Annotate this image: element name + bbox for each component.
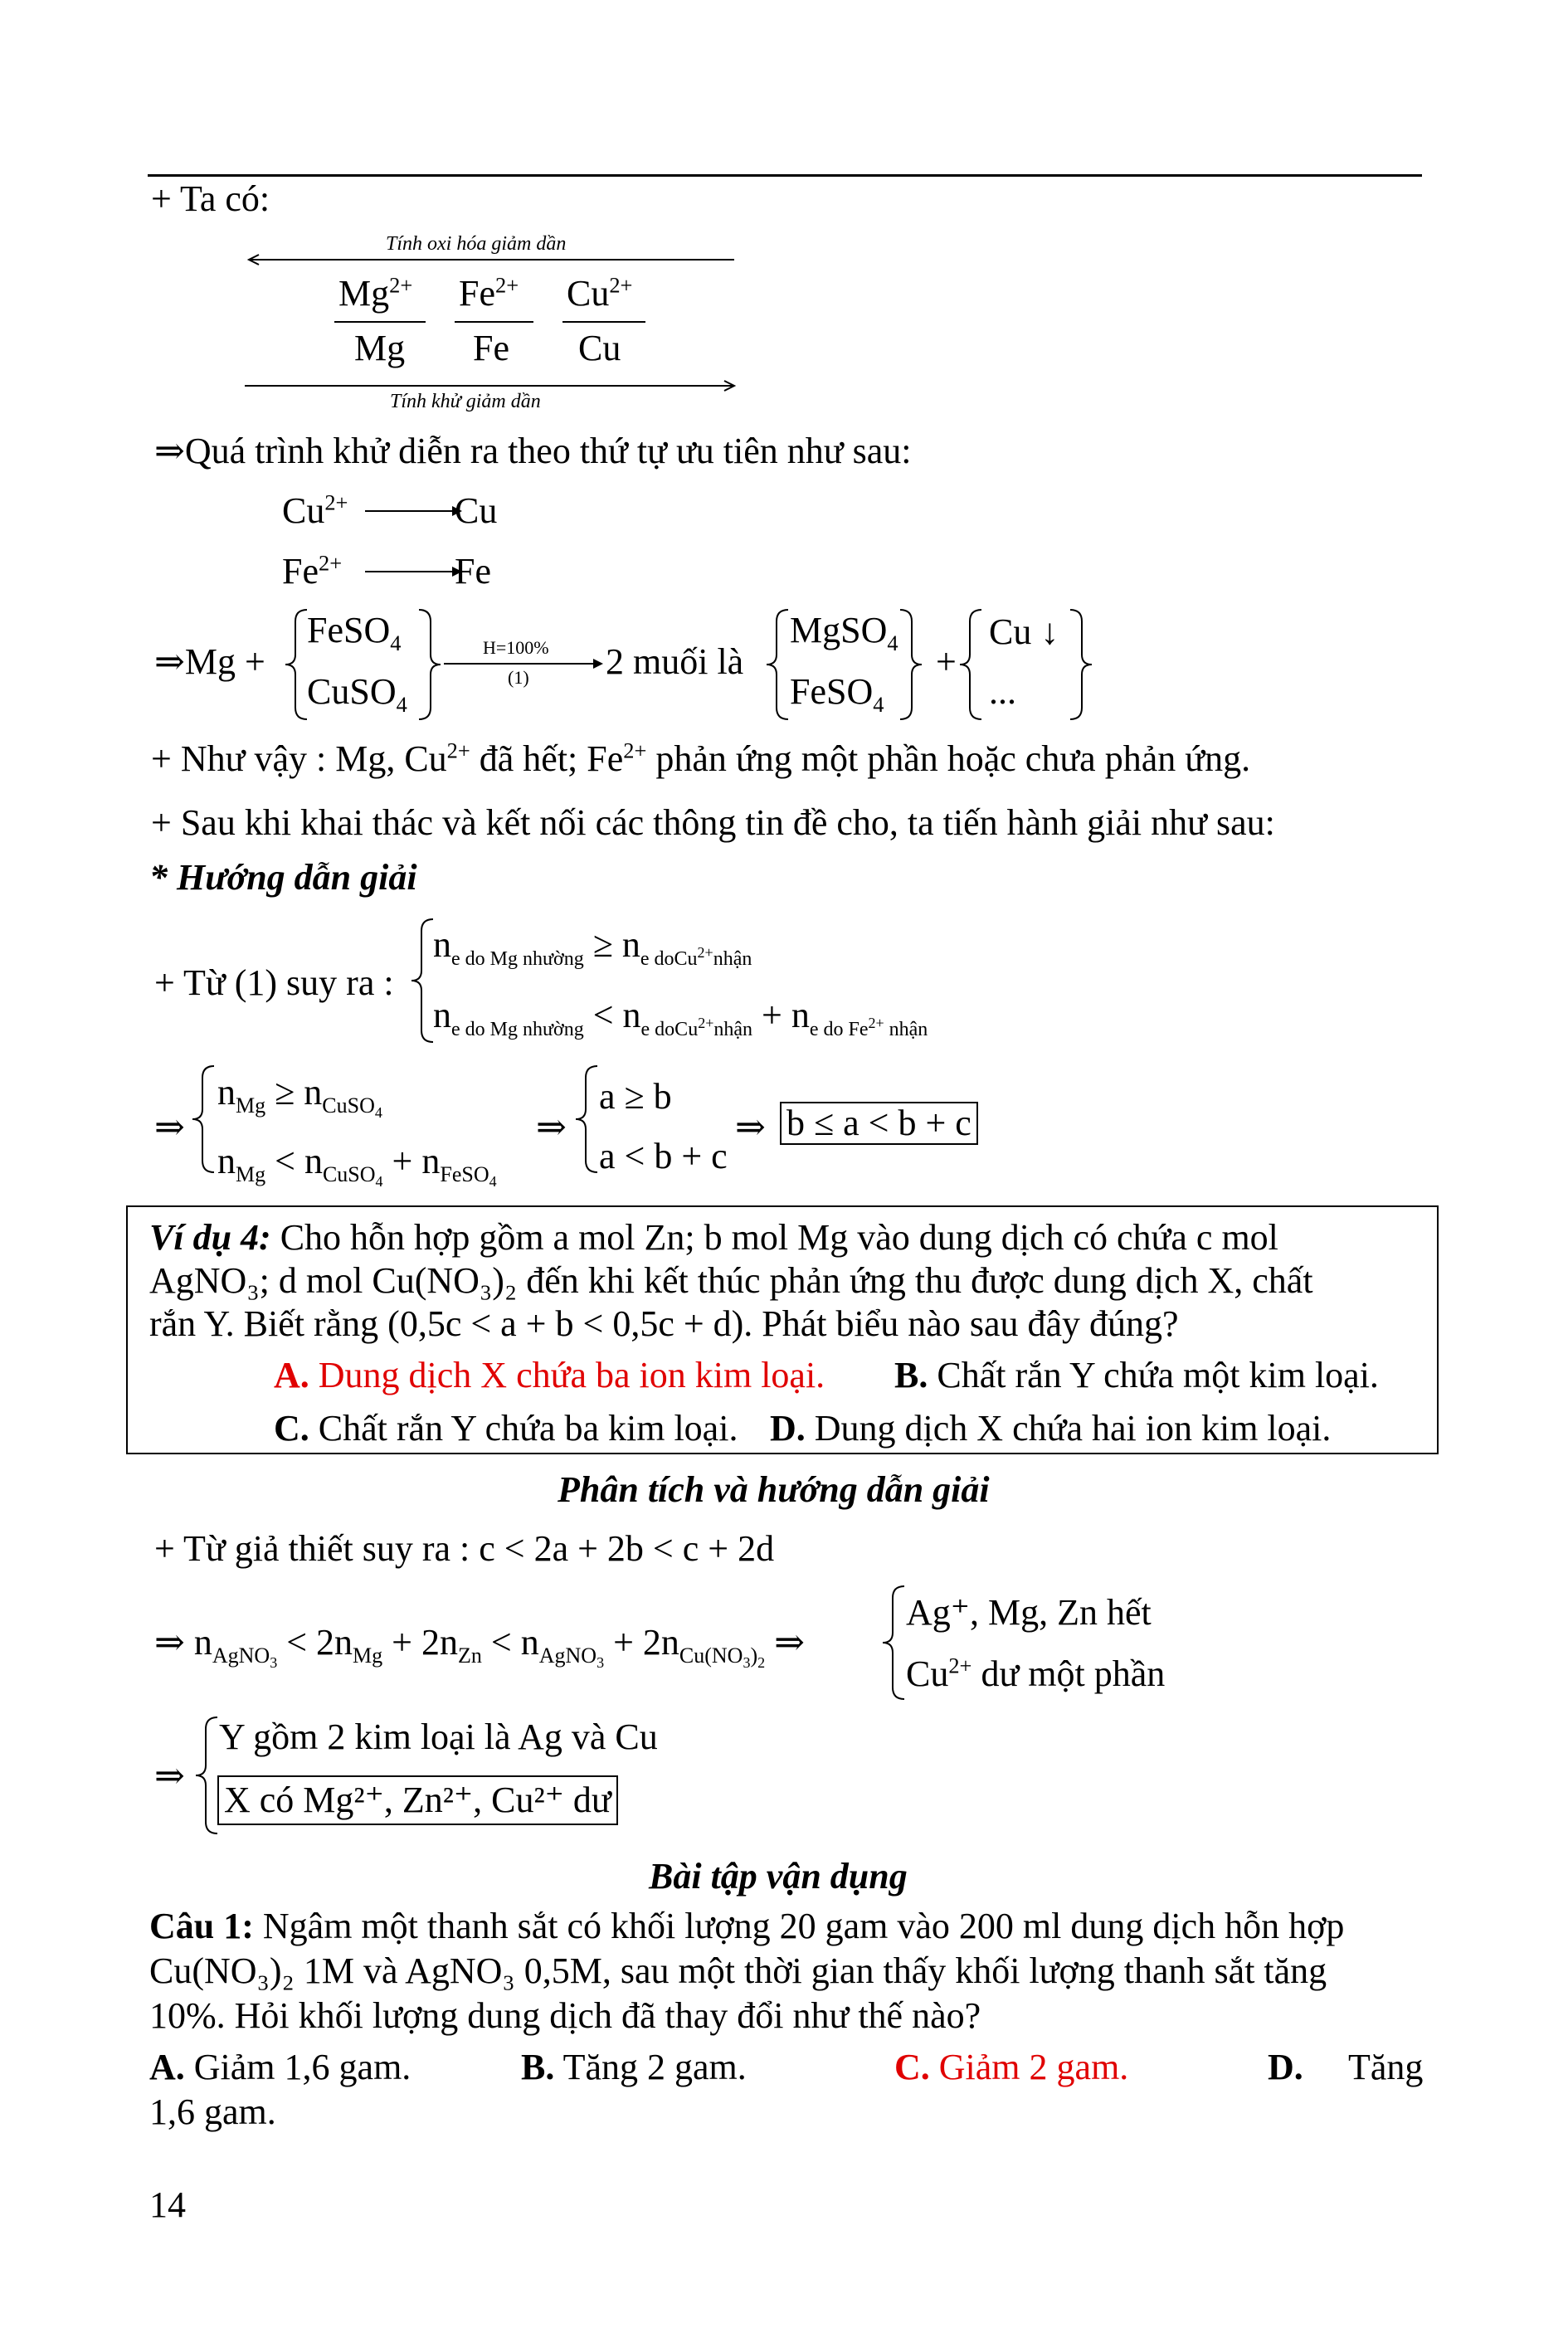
implies-1: ⇒ (154, 1107, 185, 1147)
analysis-mol-relation: ⇒ $n_{AgNO_3} < 2n_{Mg} + 2n_{Zn} < n_{AgNO_3} + 2n_{Cu(NO_3)_2}$ ⇒ (154, 1622, 805, 1671)
top-arrow-label: Tính oxi hóa giảm dần (386, 233, 567, 255)
question-1-line-3: 10%. Hỏi khối lượng dung dịch đã thay đổi như thế nào? (149, 1995, 981, 2036)
plus-sign: + (936, 641, 957, 682)
metal-mg: Mg (354, 328, 406, 368)
answer-c: C. Giảm 2 gam. (894, 2047, 1129, 2087)
analysis-title: Phân tích và hướng dẫn giải (558, 1469, 990, 1510)
implies-4: ⇒ (154, 1755, 185, 1796)
reduction-step-1-product: Cu (455, 490, 498, 531)
question-1-line-1: Câu 1: Ngâm một thanh sắt có khối lượng 20 gam vào 200 ml dung dịch hỗn hợp (149, 1906, 1345, 1946)
implies-3: ⇒ (735, 1107, 766, 1147)
reduction-intro: ⇒Quá trình khử diễn ra theo thứ tự ưu tiên như sau: (154, 431, 912, 471)
ion-cu: $Cu^{2+}$ (567, 272, 633, 314)
example-4-line-2: AgNO₃; d mol Cu(NO₃)₂ đến khi kết thúc phản ứng thu được dung dịch X, chất (149, 1260, 1313, 1301)
analysis-r1: Ag⁺, Mg, Zn hết (906, 1592, 1152, 1633)
result-box: b ≤ a < b + c (780, 1102, 978, 1145)
solid-more: ... (989, 671, 1016, 712)
solid-cu: Cu ↓ (989, 611, 1059, 652)
reaction-mg: ⇒Mg + (154, 641, 265, 682)
example-4-option-d: D. Dung dịch X chứa hai ion kim loại. (770, 1408, 1332, 1449)
mol-inequality-2: $n_{Mg} < n_{CuSO_4} + n_{FeSO_4}$ (217, 1141, 497, 1190)
analysis-r2: $Cu^{2+}$ dư một phần (906, 1653, 1166, 1694)
implies-2: ⇒ (536, 1107, 567, 1147)
example-4-option-b: B. Chất rắn Y chứa một kim loại. (894, 1355, 1379, 1395)
arrow-condition-bottom: (1) (508, 667, 529, 688)
analysis-line-1: + Từ giả thiết suy ra : c < 2a + 2b < c + 2d (154, 1528, 775, 1569)
bottom-arrow-label: Tính khử giảm dần (390, 391, 541, 412)
metal-fe: Fe (473, 328, 509, 368)
ion-mg: $Mg^{2+}$ (338, 272, 413, 314)
arrow-condition-top: H=100% (483, 637, 549, 658)
summary-line-2: + Sau khi khai thác và kết nối các thông tin đề cho, ta tiến hành giải như sau: (151, 802, 1275, 843)
example-4-option-a: A. Dung dịch X chứa ba ion kim loại. (274, 1355, 825, 1395)
analysis-x-box: X có Mg²⁺, Zn²⁺, Cu²⁺ dư (217, 1775, 618, 1825)
answer-a: A. Giảm 1,6 gam. (149, 2047, 411, 2087)
ne-inequality-1: $n_{e do Mg nhường} \ge n_{e doCu^{2+}nhận}$ (433, 924, 752, 970)
product-text: 2 muối là (606, 641, 744, 682)
answer-d-continued: 1,6 gam. (149, 2091, 276, 2132)
example-4-option-c: C. Chất rắn Y chứa ba kim loại. (274, 1408, 738, 1449)
reduction-step-1: $Cu^{2+}$ (282, 489, 348, 531)
ab-inequality-2: a < b + c (599, 1136, 728, 1176)
reactant-cuso4: CuSO$_4$ (307, 671, 407, 717)
ab-inequality-1: a ≥ b (599, 1076, 672, 1117)
reduction-step-2: $Fe^{2+}$ (282, 550, 343, 592)
ta-co-line: + Ta có: (151, 178, 270, 219)
ion-fe: $Fe^{2+}$ (459, 272, 519, 314)
summary-line-1: + Như vậy : Mg, $Cu^{2+}$ đã hết; $Fe^{2+}$ phản ứng một phần hoặc chưa phản ứng. (151, 738, 1251, 779)
question-1-line-2: Cu(NO₃)₂ 1M và AgNO₃ 0,5M, sau một thời gian thấy khối lượng thanh sắt tăng (149, 1950, 1327, 1991)
guide-title: * Hướng dẫn giải (149, 857, 417, 898)
salt-feso4: FeSO$_4$ (790, 671, 884, 717)
answer-b: B. Tăng 2 gam. (521, 2047, 747, 2087)
example-4-line-3: rắn Y. Biết rằng (0,5c < a + b < 0,5c + d). Phát biểu nào sau đây đúng? (149, 1303, 1179, 1344)
mol-inequality-1: $n_{Mg} \ge n_{CuSO_4}$ (217, 1072, 382, 1121)
reduction-step-2-product: Fe (455, 551, 491, 592)
example-4-line-1: Ví dụ 4: Cho hỗn hợp gồm a mol Zn; b mol Mg vào dung dịch có chứa c mol (149, 1217, 1278, 1258)
analysis-y-line: Y gồm 2 kim loại là Ag và Cu (219, 1717, 658, 1757)
answer-d: D. Tăng (1268, 2047, 1424, 2087)
metal-cu: Cu (578, 328, 621, 368)
exercises-title: Bài tập vận dụng (649, 1856, 908, 1897)
salt-mgso4: MgSO$_4$ (790, 610, 898, 655)
page-number: 14 (149, 2184, 186, 2225)
reactant-feso4: FeSO$_4$ (307, 610, 402, 655)
from-1-label: + Từ (1) suy ra : (154, 962, 394, 1003)
ne-inequality-2: $n_{e do Mg nhường} < n_{e doCu^{2+}nhận} + n_{e do Fe^{2+} nhận}$ (433, 995, 928, 1040)
